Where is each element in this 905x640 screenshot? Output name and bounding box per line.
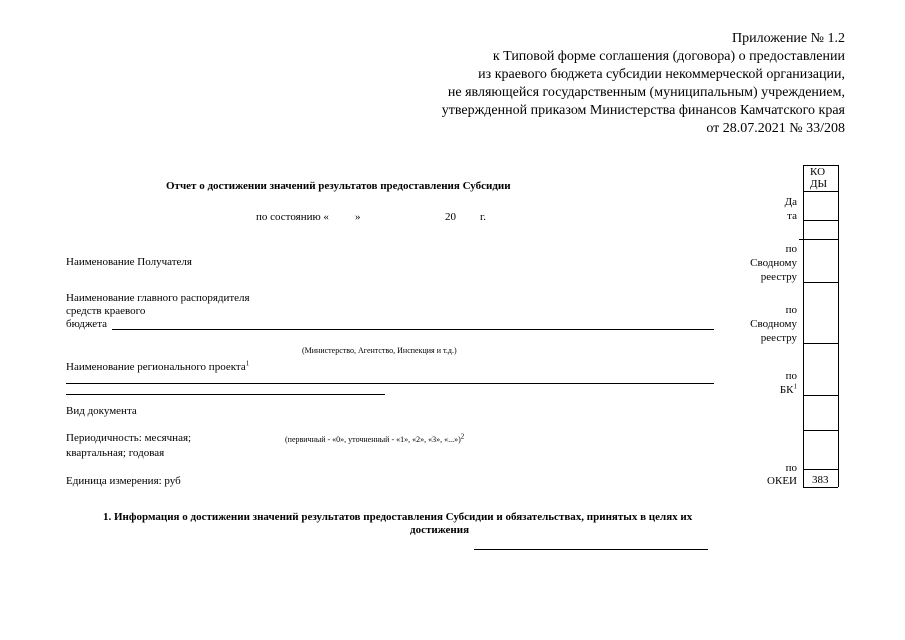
svodnomu-po-2: по xyxy=(785,304,797,316)
svodnomu-label-2: Сводному xyxy=(750,318,797,330)
date-label-l2: та xyxy=(787,210,797,222)
project-label: Наименование регионального проекта$^1$ xyxy=(66,359,250,373)
appendix-number: Приложение № 1.2 xyxy=(732,31,845,46)
periodicity-label-l2: квартальная; годовая xyxy=(66,447,165,459)
date-label-l1: Да xyxy=(784,196,797,208)
reestru-label-2: реестру xyxy=(760,332,797,344)
header-line: не являющейся государственным (муниципальным) учреждением, xyxy=(447,85,845,100)
header-line: к Типовой форме соглашения (договора) о предоставлении xyxy=(492,49,845,64)
manager-label-l3: бюджета xyxy=(66,318,108,330)
manager-label-l1: Наименование главного распорядителя xyxy=(66,292,250,304)
manager-hint: (Министерство, Агентство, Инспекция и т.д.) xyxy=(302,346,457,355)
as-of-year: 20 xyxy=(445,211,456,223)
order-date-number: от 28.07.2021 № 33/208 xyxy=(706,121,845,136)
okei-code-value: 383 xyxy=(812,474,829,486)
manager-underline xyxy=(112,329,714,330)
recipient-label: Наименование Получателя xyxy=(66,256,192,268)
project-footnote-mark: 1 xyxy=(245,359,250,368)
okei-po: по xyxy=(785,462,797,474)
section-1-title: 1. Информация о достижении значений результатов предоставления Субсидии и обязательствах, принятых в целях их xyxy=(103,511,693,523)
as-of-prefix: по состоянию « xyxy=(256,211,329,223)
report-title: Отчет о достижении значений результатов предоставления Субсидии xyxy=(166,180,511,192)
bk-footnote-mark: 1 xyxy=(793,382,797,391)
as-of-quote-close: » xyxy=(355,211,361,223)
periodicity-label-l1: Периодичность: месячная; xyxy=(66,432,192,444)
section-1-underline xyxy=(474,549,708,550)
svodnomu-po-1: по xyxy=(785,243,797,255)
doc-type-hint: (первичный - «0», уточненный - «1», «2», «3», «...»)$^2$ xyxy=(285,432,465,444)
reestru-label-1: реестру xyxy=(760,271,797,283)
bk-po: по xyxy=(785,370,797,382)
doc-type-label: Вид документа xyxy=(66,405,137,417)
okei-label: ОКЕИ xyxy=(767,475,797,487)
svodnomu-label-1: Сводному xyxy=(750,257,797,269)
section-1-title-cont: достижения xyxy=(410,524,470,536)
as-of-suffix: г. xyxy=(480,211,487,223)
bk-label: $БК^1$ xyxy=(779,382,797,396)
manager-label-l2: средств краевого xyxy=(66,305,146,317)
header-line: утвержденной приказом Министерства финансов Камчатского края xyxy=(441,103,845,118)
codes-header-l2: ДЫ xyxy=(810,178,828,190)
header-line: из краевого бюджета субсидии некоммерческой организации, xyxy=(478,67,845,82)
unit-label: Единица измерения: руб xyxy=(66,475,181,487)
project-underline-1 xyxy=(66,383,714,384)
project-underline-2 xyxy=(66,394,385,395)
doc-type-footnote-mark: 2 xyxy=(460,432,465,441)
codes-header-l1: КО xyxy=(810,166,826,178)
